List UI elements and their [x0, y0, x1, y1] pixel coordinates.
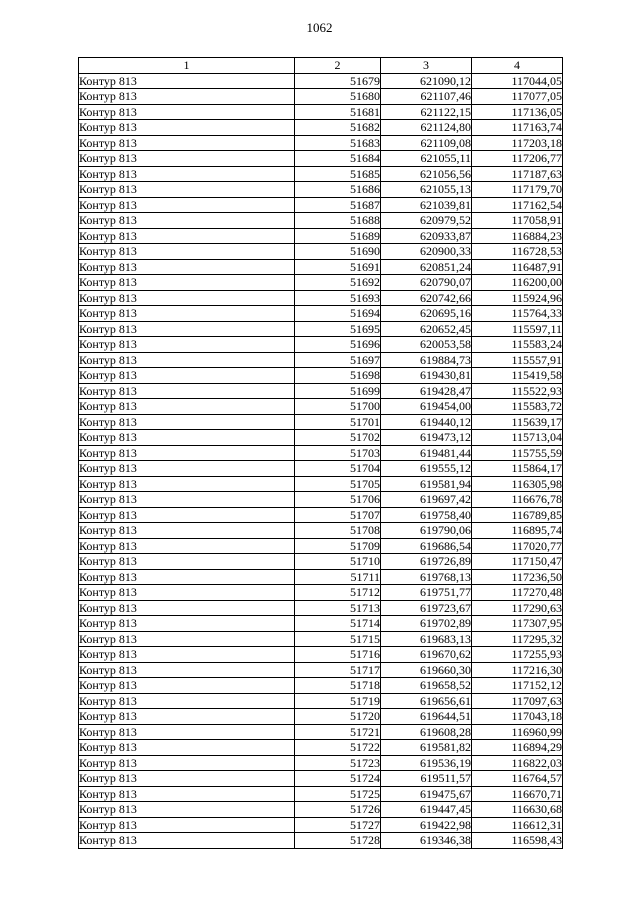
contour-name-cell: Контур 813: [79, 755, 295, 771]
contour-name-cell: Контур 813: [79, 352, 295, 368]
contour-name-cell: Контур 813: [79, 554, 295, 570]
x-coordinate-cell: 620695,16: [381, 306, 472, 322]
y-coordinate-cell: 116884,23: [472, 228, 563, 244]
table-row: [79, 399, 563, 415]
contour-name-cell: Контур 813: [79, 213, 295, 229]
contour-name-cell: Контур 813: [79, 337, 295, 353]
y-coordinate-cell: 115713,04: [472, 430, 563, 446]
y-coordinate-cell: 117136,05: [472, 104, 563, 120]
y-coordinate-cell: 117097,63: [472, 693, 563, 709]
y-coordinate-cell: 115924,96: [472, 290, 563, 306]
table-row: [79, 833, 563, 849]
y-coordinate-cell: 115583,72: [472, 399, 563, 415]
x-coordinate-cell: 619656,61: [381, 693, 472, 709]
point-number-cell: 51684: [295, 151, 381, 167]
point-number-cell: 51682: [295, 120, 381, 136]
table-row: [79, 585, 563, 601]
x-coordinate-cell: 619454,00: [381, 399, 472, 415]
table-row: [79, 802, 563, 818]
contour-name-cell: Контур 813: [79, 368, 295, 384]
y-coordinate-cell: 116670,71: [472, 786, 563, 802]
y-coordinate-cell: 117162,54: [472, 197, 563, 213]
contour-name-cell: Контур 813: [79, 523, 295, 539]
point-number-cell: 51719: [295, 693, 381, 709]
coordinates-table: [78, 57, 563, 849]
column-header-2: 2: [295, 58, 381, 74]
x-coordinate-cell: 621090,12: [381, 73, 472, 89]
contour-name-cell: Контур 813: [79, 616, 295, 632]
contour-name-cell: Контур 813: [79, 445, 295, 461]
contour-name-cell: Контур 813: [79, 135, 295, 151]
point-number-cell: 51727: [295, 817, 381, 833]
contour-name-cell: Контур 813: [79, 631, 295, 647]
contour-name-cell: Контур 813: [79, 833, 295, 849]
table-row: [79, 352, 563, 368]
x-coordinate-cell: 619447,45: [381, 802, 472, 818]
x-coordinate-cell: 619768,13: [381, 569, 472, 585]
y-coordinate-cell: 117255,93: [472, 647, 563, 663]
x-coordinate-cell: 620053,58: [381, 337, 472, 353]
point-number-cell: 51703: [295, 445, 381, 461]
contour-name-cell: Контур 813: [79, 492, 295, 508]
contour-name-cell: Контур 813: [79, 228, 295, 244]
table-row: [79, 275, 563, 291]
contour-name-cell: Контур 813: [79, 244, 295, 260]
x-coordinate-cell: 619428,47: [381, 383, 472, 399]
table-row: [79, 197, 563, 213]
x-coordinate-cell: 621122,15: [381, 104, 472, 120]
y-coordinate-cell: 117044,05: [472, 73, 563, 89]
y-coordinate-cell: 117163,74: [472, 120, 563, 136]
table-row: [79, 414, 563, 430]
x-coordinate-cell: 619686,54: [381, 538, 472, 554]
y-coordinate-cell: 117043,18: [472, 709, 563, 725]
y-coordinate-cell: 117290,63: [472, 600, 563, 616]
point-number-cell: 51699: [295, 383, 381, 399]
point-number-cell: 51720: [295, 709, 381, 725]
table-row: [79, 104, 563, 120]
contour-name-cell: Контур 813: [79, 89, 295, 105]
table-row: [79, 228, 563, 244]
y-coordinate-cell: 117216,30: [472, 662, 563, 678]
table-row: [79, 600, 563, 616]
contour-name-cell: Контур 813: [79, 693, 295, 709]
point-number-cell: 51683: [295, 135, 381, 151]
x-coordinate-cell: 619608,28: [381, 724, 472, 740]
table-row: [79, 507, 563, 523]
contour-name-cell: Контур 813: [79, 802, 295, 818]
contour-name-cell: Контур 813: [79, 197, 295, 213]
contour-name-cell: Контур 813: [79, 786, 295, 802]
point-number-cell: 51695: [295, 321, 381, 337]
contour-name-cell: Контур 813: [79, 538, 295, 554]
table-row: [79, 523, 563, 539]
table-row: [79, 569, 563, 585]
x-coordinate-cell: 621109,08: [381, 135, 472, 151]
column-header-4: 4: [472, 58, 563, 74]
table-row: [79, 337, 563, 353]
point-number-cell: 51721: [295, 724, 381, 740]
y-coordinate-cell: 115639,17: [472, 414, 563, 430]
point-number-cell: 51701: [295, 414, 381, 430]
point-number-cell: 51698: [295, 368, 381, 384]
column-header-3: 3: [381, 58, 472, 74]
point-number-cell: 51690: [295, 244, 381, 260]
table-row: [79, 120, 563, 136]
x-coordinate-cell: 619660,30: [381, 662, 472, 678]
table-row: [79, 166, 563, 182]
table-row: [79, 647, 563, 663]
x-coordinate-cell: 619670,62: [381, 647, 472, 663]
y-coordinate-cell: 117270,48: [472, 585, 563, 601]
table-row: [79, 213, 563, 229]
table-row: [79, 771, 563, 787]
point-number-cell: 51706: [295, 492, 381, 508]
y-coordinate-cell: 116789,85: [472, 507, 563, 523]
x-coordinate-cell: 619581,94: [381, 476, 472, 492]
point-number-cell: 51708: [295, 523, 381, 539]
y-coordinate-cell: 116728,53: [472, 244, 563, 260]
x-coordinate-cell: 619702,89: [381, 616, 472, 632]
y-coordinate-cell: 116598,43: [472, 833, 563, 849]
table-row: [79, 693, 563, 709]
table-row: [79, 290, 563, 306]
x-coordinate-cell: 621056,56: [381, 166, 472, 182]
x-coordinate-cell: 620900,33: [381, 244, 472, 260]
point-number-cell: 51691: [295, 259, 381, 275]
table-row: [79, 244, 563, 260]
table-row: [79, 662, 563, 678]
contour-name-cell: Контур 813: [79, 507, 295, 523]
x-coordinate-cell: 619475,67: [381, 786, 472, 802]
y-coordinate-cell: 115583,24: [472, 337, 563, 353]
x-coordinate-cell: 621039,81: [381, 197, 472, 213]
contour-name-cell: Контур 813: [79, 383, 295, 399]
x-coordinate-cell: 620652,45: [381, 321, 472, 337]
point-number-cell: 51713: [295, 600, 381, 616]
x-coordinate-cell: 620790,07: [381, 275, 472, 291]
table-row: [79, 430, 563, 446]
point-number-cell: 51693: [295, 290, 381, 306]
y-coordinate-cell: 117236,50: [472, 569, 563, 585]
point-number-cell: 51725: [295, 786, 381, 802]
x-coordinate-cell: 620742,66: [381, 290, 472, 306]
contour-name-cell: Контур 813: [79, 817, 295, 833]
x-coordinate-cell: 620851,24: [381, 259, 472, 275]
point-number-cell: 51709: [295, 538, 381, 554]
point-number-cell: 51710: [295, 554, 381, 570]
x-coordinate-cell: 621107,46: [381, 89, 472, 105]
x-coordinate-cell: 619697,42: [381, 492, 472, 508]
y-coordinate-cell: 115522,93: [472, 383, 563, 399]
x-coordinate-cell: 619726,89: [381, 554, 472, 570]
point-number-cell: 51681: [295, 104, 381, 120]
x-coordinate-cell: 619884,73: [381, 352, 472, 368]
page-number: 1062: [306, 20, 333, 35]
point-number-cell: 51692: [295, 275, 381, 291]
table-body: [79, 73, 563, 848]
y-coordinate-cell: 116630,68: [472, 802, 563, 818]
y-coordinate-cell: 116676,78: [472, 492, 563, 508]
y-coordinate-cell: 117307,95: [472, 616, 563, 632]
table-row: [79, 709, 563, 725]
point-number-cell: 51704: [295, 461, 381, 477]
point-number-cell: 51688: [295, 213, 381, 229]
contour-name-cell: Контур 813: [79, 120, 295, 136]
table-row: [79, 306, 563, 322]
table-row: [79, 89, 563, 105]
table-row: [79, 182, 563, 198]
y-coordinate-cell: 116305,98: [472, 476, 563, 492]
contour-name-cell: Контур 813: [79, 740, 295, 756]
y-coordinate-cell: 115864,17: [472, 461, 563, 477]
table-row: [79, 538, 563, 554]
y-coordinate-cell: 117206,77: [472, 151, 563, 167]
contour-name-cell: Контур 813: [79, 662, 295, 678]
contour-name-cell: Контур 813: [79, 275, 295, 291]
y-coordinate-cell: 116764,57: [472, 771, 563, 787]
contour-name-cell: Контур 813: [79, 647, 295, 663]
table-row: [79, 368, 563, 384]
column-header-1: 1: [79, 58, 295, 74]
point-number-cell: 51680: [295, 89, 381, 105]
contour-name-cell: Контур 813: [79, 306, 295, 322]
y-coordinate-cell: 117150,47: [472, 554, 563, 570]
y-coordinate-cell: 116612,31: [472, 817, 563, 833]
y-coordinate-cell: 116894,29: [472, 740, 563, 756]
point-number-cell: 51702: [295, 430, 381, 446]
contour-name-cell: Контур 813: [79, 166, 295, 182]
contour-name-cell: Контур 813: [79, 151, 295, 167]
point-number-cell: 51718: [295, 678, 381, 694]
y-coordinate-cell: 117203,18: [472, 135, 563, 151]
x-coordinate-cell: 619723,67: [381, 600, 472, 616]
table-row: [79, 259, 563, 275]
point-number-cell: 51686: [295, 182, 381, 198]
x-coordinate-cell: 620979,52: [381, 213, 472, 229]
y-coordinate-cell: 117077,05: [472, 89, 563, 105]
x-coordinate-cell: 619683,13: [381, 631, 472, 647]
y-coordinate-cell: 117020,77: [472, 538, 563, 554]
table-row: [79, 740, 563, 756]
table-row: [79, 724, 563, 740]
table-row: [79, 631, 563, 647]
y-coordinate-cell: 115755,59: [472, 445, 563, 461]
point-number-cell: 51694: [295, 306, 381, 322]
point-number-cell: 51728: [295, 833, 381, 849]
x-coordinate-cell: 619555,12: [381, 461, 472, 477]
table-row: [79, 461, 563, 477]
point-number-cell: 51679: [295, 73, 381, 89]
y-coordinate-cell: 115419,58: [472, 368, 563, 384]
point-number-cell: 51700: [295, 399, 381, 415]
contour-name-cell: Контур 813: [79, 399, 295, 415]
contour-name-cell: Контур 813: [79, 724, 295, 740]
table-row: [79, 755, 563, 771]
x-coordinate-cell: 619644,51: [381, 709, 472, 725]
point-number-cell: 51711: [295, 569, 381, 585]
point-number-cell: 51696: [295, 337, 381, 353]
point-number-cell: 51715: [295, 631, 381, 647]
contour-name-cell: Контур 813: [79, 476, 295, 492]
y-coordinate-cell: 116200,00: [472, 275, 563, 291]
point-number-cell: 51726: [295, 802, 381, 818]
y-coordinate-cell: 117058,91: [472, 213, 563, 229]
x-coordinate-cell: 619422,98: [381, 817, 472, 833]
point-number-cell: 51717: [295, 662, 381, 678]
y-coordinate-cell: 115597,11: [472, 321, 563, 337]
table-row: [79, 678, 563, 694]
contour-name-cell: Контур 813: [79, 414, 295, 430]
table-row: [79, 445, 563, 461]
contour-name-cell: Контур 813: [79, 259, 295, 275]
contour-name-cell: Контур 813: [79, 678, 295, 694]
contour-name-cell: Контур 813: [79, 104, 295, 120]
point-number-cell: 51712: [295, 585, 381, 601]
x-coordinate-cell: 619481,44: [381, 445, 472, 461]
table-row: [79, 321, 563, 337]
point-number-cell: 51714: [295, 616, 381, 632]
table-row: [79, 73, 563, 89]
contour-name-cell: Контур 813: [79, 182, 295, 198]
point-number-cell: 51723: [295, 755, 381, 771]
point-number-cell: 51689: [295, 228, 381, 244]
table-header-row: [79, 58, 563, 74]
table-row: [79, 554, 563, 570]
contour-name-cell: Контур 813: [79, 430, 295, 446]
y-coordinate-cell: 115557,91: [472, 352, 563, 368]
contour-name-cell: Контур 813: [79, 600, 295, 616]
point-number-cell: 51716: [295, 647, 381, 663]
x-coordinate-cell: 619790,06: [381, 523, 472, 539]
y-coordinate-cell: 117152,12: [472, 678, 563, 694]
table-row: [79, 616, 563, 632]
y-coordinate-cell: 116487,91: [472, 259, 563, 275]
point-number-cell: 51705: [295, 476, 381, 492]
point-number-cell: 51722: [295, 740, 381, 756]
table-row: [79, 492, 563, 508]
table-row: [79, 817, 563, 833]
x-coordinate-cell: 619751,77: [381, 585, 472, 601]
y-coordinate-cell: 116960,99: [472, 724, 563, 740]
contour-name-cell: Контур 813: [79, 771, 295, 787]
x-coordinate-cell: 619346,38: [381, 833, 472, 849]
x-coordinate-cell: 621055,13: [381, 182, 472, 198]
table-row: [79, 383, 563, 399]
contour-name-cell: Контур 813: [79, 321, 295, 337]
table-row: [79, 135, 563, 151]
contour-name-cell: Контур 813: [79, 461, 295, 477]
contour-name-cell: Контур 813: [79, 73, 295, 89]
x-coordinate-cell: 619430,81: [381, 368, 472, 384]
contour-name-cell: Контур 813: [79, 585, 295, 601]
table-row: [79, 476, 563, 492]
y-coordinate-cell: 117179,70: [472, 182, 563, 198]
x-coordinate-cell: 619536,19: [381, 755, 472, 771]
y-coordinate-cell: 116895,74: [472, 523, 563, 539]
point-number-cell: 51685: [295, 166, 381, 182]
x-coordinate-cell: 619658,52: [381, 678, 472, 694]
point-number-cell: 51724: [295, 771, 381, 787]
point-number-cell: 51687: [295, 197, 381, 213]
y-coordinate-cell: 117187,63: [472, 166, 563, 182]
contour-name-cell: Контур 813: [79, 290, 295, 306]
x-coordinate-cell: 619440,12: [381, 414, 472, 430]
x-coordinate-cell: 619511,57: [381, 771, 472, 787]
x-coordinate-cell: 619758,40: [381, 507, 472, 523]
y-coordinate-cell: 115764,33: [472, 306, 563, 322]
y-coordinate-cell: 116822,03: [472, 755, 563, 771]
table-row: [79, 786, 563, 802]
x-coordinate-cell: 621055,11: [381, 151, 472, 167]
contour-name-cell: Контур 813: [79, 569, 295, 585]
point-number-cell: 51697: [295, 352, 381, 368]
y-coordinate-cell: 117295,32: [472, 631, 563, 647]
contour-name-cell: Контур 813: [79, 709, 295, 725]
x-coordinate-cell: 620933,87: [381, 228, 472, 244]
x-coordinate-cell: 619473,12: [381, 430, 472, 446]
x-coordinate-cell: 619581,82: [381, 740, 472, 756]
x-coordinate-cell: 621124,80: [381, 120, 472, 136]
table-row: [79, 151, 563, 167]
point-number-cell: 51707: [295, 507, 381, 523]
